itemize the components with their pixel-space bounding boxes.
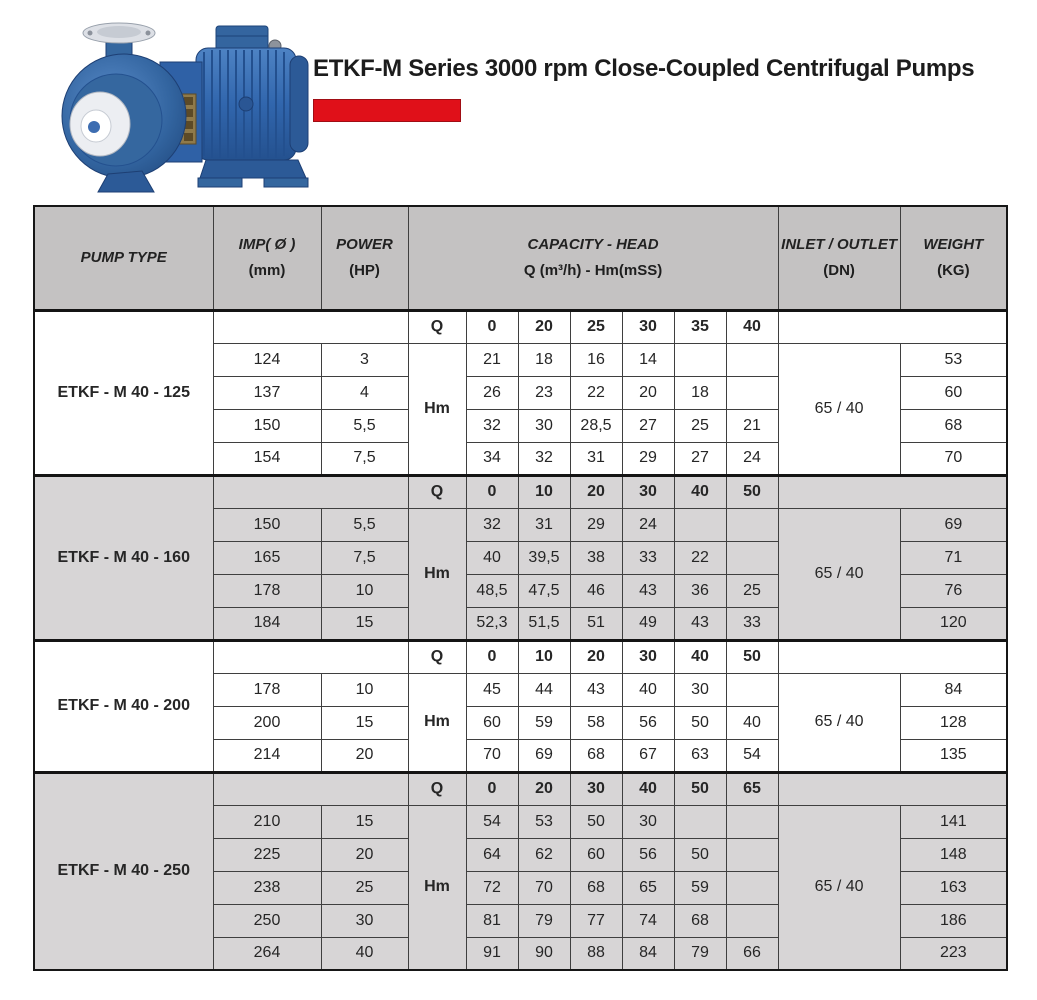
weight-cell: 70: [900, 442, 1007, 475]
head-value-cell: 59: [674, 871, 726, 904]
head-value-cell: 56: [622, 706, 674, 739]
weight-cell: 60: [900, 376, 1007, 409]
head-value-cell: 33: [622, 541, 674, 574]
head-value-cell: 29: [622, 442, 674, 475]
col-header-inlet-outlet: [778, 206, 900, 310]
head-value-cell: 46: [570, 574, 622, 607]
head-value-cell: 64: [466, 838, 518, 871]
q-header-row: [34, 640, 1007, 673]
head-value-cell: 31: [518, 508, 570, 541]
q-flow-value-cell: 40: [674, 475, 726, 508]
q-flow-value-cell: 20: [518, 310, 570, 343]
q-flow-value-cell: 50: [726, 475, 778, 508]
col-header-power-label: POWER: [336, 236, 393, 254]
head-value-cell: [726, 904, 778, 937]
head-value-cell: 44: [518, 673, 570, 706]
power-hp-cell: 10: [321, 673, 408, 706]
q-header-row: [34, 310, 1007, 343]
head-value-cell: 29: [570, 508, 622, 541]
q-flow-value-cell: 40: [622, 772, 674, 805]
q-header-row: [34, 772, 1007, 805]
weight-cell: 69: [900, 508, 1007, 541]
col-header-capacity-head: [408, 206, 778, 310]
head-value-cell: 22: [674, 541, 726, 574]
q-flow-value-cell: 0: [466, 310, 518, 343]
inlet-weight-spacer-cell: [778, 772, 1007, 805]
head-value-cell: 36: [674, 574, 726, 607]
head-value-cell: 20: [622, 376, 674, 409]
head-value-cell: 62: [518, 838, 570, 871]
weight-cell: 76: [900, 574, 1007, 607]
head-value-cell: 50: [570, 805, 622, 838]
head-value-cell: 72: [466, 871, 518, 904]
inlet-outlet-cell: 65 / 40: [778, 343, 900, 475]
head-value-cell: [726, 673, 778, 706]
q-flow-value-cell: 50: [726, 640, 778, 673]
q-flow-value-cell: 30: [622, 310, 674, 343]
power-hp-cell: 4: [321, 376, 408, 409]
col-header-weight-unit: (KG): [937, 262, 970, 280]
head-value-cell: 60: [570, 838, 622, 871]
head-value-cell: 18: [518, 343, 570, 376]
head-value-cell: 50: [674, 838, 726, 871]
q-flow-value-cell: 0: [466, 772, 518, 805]
impeller-diameter-cell: 178: [213, 574, 321, 607]
head-value-cell: 84: [622, 937, 674, 970]
weight-cell: 128: [900, 706, 1007, 739]
head-value-cell: 58: [570, 706, 622, 739]
weight-cell: 223: [900, 937, 1007, 970]
spec-table-container: [33, 205, 1008, 971]
weight-cell: 84: [900, 673, 1007, 706]
head-value-cell: 65: [622, 871, 674, 904]
inlet-outlet-cell: 65 / 40: [778, 508, 900, 640]
head-value-cell: 26: [466, 376, 518, 409]
col-header-weight-label: WEIGHT: [923, 236, 984, 254]
head-value-cell: [674, 508, 726, 541]
head-value-cell: 74: [622, 904, 674, 937]
q-flow-value-cell: 10: [518, 475, 570, 508]
q-label-cell: Q: [408, 640, 466, 673]
hm-label-cell: Hm: [408, 805, 466, 970]
head-value-cell: 53: [518, 805, 570, 838]
hm-label-cell: Hm: [408, 343, 466, 475]
hm-label-cell: Hm: [408, 673, 466, 772]
head-value-cell: 43: [674, 607, 726, 640]
head-value-cell: [726, 343, 778, 376]
power-hp-cell: 5,5: [321, 508, 408, 541]
hm-label-cell: Hm: [408, 508, 466, 640]
pump-type-cell: ETKF - M 40 - 200: [34, 640, 213, 772]
col-header-pump-type: [34, 206, 213, 310]
head-value-cell: 49: [622, 607, 674, 640]
head-value-cell: 52,3: [466, 607, 518, 640]
head-value-cell: 79: [674, 937, 726, 970]
head-value-cell: 69: [518, 739, 570, 772]
q-flow-value-cell: 20: [570, 640, 622, 673]
head-value-cell: 48,5: [466, 574, 518, 607]
inlet-outlet-cell: 65 / 40: [778, 805, 900, 970]
pump-spec-table: [33, 205, 1008, 971]
impeller-diameter-cell: 165: [213, 541, 321, 574]
head-value-cell: 56: [622, 838, 674, 871]
impeller-diameter-cell: 264: [213, 937, 321, 970]
head-value-cell: 54: [466, 805, 518, 838]
q-flow-value-cell: 30: [622, 475, 674, 508]
head-value-cell: 32: [518, 442, 570, 475]
head-value-cell: 32: [466, 508, 518, 541]
head-value-cell: [726, 871, 778, 904]
head-value-cell: 33: [726, 607, 778, 640]
impeller-diameter-cell: 200: [213, 706, 321, 739]
head-value-cell: 18: [674, 376, 726, 409]
head-value-cell: 40: [622, 673, 674, 706]
head-value-cell: 68: [570, 871, 622, 904]
head-value-cell: 88: [570, 937, 622, 970]
pump-type-cell: ETKF - M 40 - 125: [34, 310, 213, 475]
weight-cell: 53: [900, 343, 1007, 376]
col-header-inlet-outlet-label: INLET / OUTLET: [781, 236, 897, 254]
col-header-pump-type-label: PUMP TYPE: [80, 249, 167, 267]
q-flow-value-cell: 0: [466, 640, 518, 673]
weight-cell: 186: [900, 904, 1007, 937]
col-header-power-unit: (HP): [349, 262, 380, 280]
impeller-diameter-cell: 184: [213, 607, 321, 640]
page-title: ETKF-M Series 3000 rpm Close-Coupled Centrifugal Pumps: [313, 55, 975, 82]
col-header-inlet-outlet-unit: (DN): [823, 262, 855, 280]
weight-cell: 68: [900, 409, 1007, 442]
head-value-cell: 23: [518, 376, 570, 409]
weight-cell: 148: [900, 838, 1007, 871]
head-value-cell: 43: [622, 574, 674, 607]
q-flow-value-cell: 0: [466, 475, 518, 508]
q-flow-value-cell: 20: [518, 772, 570, 805]
head-value-cell: 43: [570, 673, 622, 706]
head-value-cell: 30: [622, 805, 674, 838]
head-value-cell: 66: [726, 937, 778, 970]
head-value-cell: 91: [466, 937, 518, 970]
head-value-cell: [726, 541, 778, 574]
head-value-cell: 51,5: [518, 607, 570, 640]
impeller-diameter-cell: 124: [213, 343, 321, 376]
power-hp-cell: 20: [321, 838, 408, 871]
weight-cell: 163: [900, 871, 1007, 904]
impeller-diameter-cell: 154: [213, 442, 321, 475]
head-value-cell: [726, 508, 778, 541]
head-value-cell: 40: [466, 541, 518, 574]
col-header-impeller-label: IMP( Ø ): [238, 236, 296, 254]
head-value-cell: 21: [726, 409, 778, 442]
head-value-cell: 31: [570, 442, 622, 475]
col-header-capacity-unit: Q (m³/h) - Hm(mSS): [523, 262, 663, 280]
head-value-cell: 77: [570, 904, 622, 937]
q-flow-value-cell: 30: [570, 772, 622, 805]
head-value-cell: 34: [466, 442, 518, 475]
table-header-row: [34, 206, 1007, 310]
head-value-cell: 25: [726, 574, 778, 607]
q-flow-value-cell: 40: [674, 640, 726, 673]
power-hp-cell: 15: [321, 607, 408, 640]
col-header-capacity-label: CAPACITY - HEAD: [527, 236, 659, 254]
head-value-cell: 68: [570, 739, 622, 772]
head-value-cell: 70: [466, 739, 518, 772]
power-hp-cell: 25: [321, 871, 408, 904]
q-header-row: [34, 475, 1007, 508]
pump-product-image: [28, 6, 318, 198]
power-hp-cell: 15: [321, 706, 408, 739]
head-value-cell: 45: [466, 673, 518, 706]
head-value-cell: 50: [674, 706, 726, 739]
imp-power-spacer-cell: [213, 475, 408, 508]
imp-power-spacer-cell: [213, 772, 408, 805]
head-value-cell: [674, 805, 726, 838]
q-flow-value-cell: 20: [570, 475, 622, 508]
col-header-impeller: [213, 206, 321, 310]
pump-image: [28, 6, 318, 198]
q-label-cell: Q: [408, 475, 466, 508]
head-value-cell: [726, 838, 778, 871]
impeller-diameter-cell: 150: [213, 508, 321, 541]
inlet-weight-spacer-cell: [778, 475, 1007, 508]
head-value-cell: [726, 805, 778, 838]
power-hp-cell: 10: [321, 574, 408, 607]
pump-type-cell: ETKF - M 40 - 160: [34, 475, 213, 640]
power-hp-cell: 5,5: [321, 409, 408, 442]
q-flow-value-cell: 30: [622, 640, 674, 673]
head-value-cell: [674, 343, 726, 376]
inlet-weight-spacer-cell: [778, 640, 1007, 673]
impeller-diameter-cell: 214: [213, 739, 321, 772]
head-value-cell: 39,5: [518, 541, 570, 574]
q-flow-value-cell: 35: [674, 310, 726, 343]
head-value-cell: 40: [726, 706, 778, 739]
head-value-cell: 27: [674, 442, 726, 475]
masthead: [313, 0, 1037, 200]
weight-cell: 120: [900, 607, 1007, 640]
q-flow-value-cell: 40: [726, 310, 778, 343]
q-flow-value-cell: 10: [518, 640, 570, 673]
head-value-cell: 54: [726, 739, 778, 772]
power-hp-cell: 15: [321, 805, 408, 838]
head-value-cell: 27: [622, 409, 674, 442]
head-value-cell: 24: [726, 442, 778, 475]
head-value-cell: 90: [518, 937, 570, 970]
head-value-cell: 67: [622, 739, 674, 772]
q-flow-value-cell: 50: [674, 772, 726, 805]
impeller-diameter-cell: 210: [213, 805, 321, 838]
power-hp-cell: 7,5: [321, 541, 408, 574]
head-value-cell: 14: [622, 343, 674, 376]
q-label-cell: Q: [408, 772, 466, 805]
q-flow-value-cell: 65: [726, 772, 778, 805]
head-value-cell: 79: [518, 904, 570, 937]
col-header-power: [321, 206, 408, 310]
power-hp-cell: 7,5: [321, 442, 408, 475]
head-value-cell: 81: [466, 904, 518, 937]
impeller-diameter-cell: 150: [213, 409, 321, 442]
head-value-cell: 59: [518, 706, 570, 739]
power-hp-cell: 20: [321, 739, 408, 772]
inlet-outlet-cell: 65 / 40: [778, 673, 900, 772]
imp-power-spacer-cell: [213, 640, 408, 673]
weight-cell: 71: [900, 541, 1007, 574]
head-value-cell: 47,5: [518, 574, 570, 607]
head-value-cell: 22: [570, 376, 622, 409]
head-value-cell: 63: [674, 739, 726, 772]
inlet-weight-spacer-cell: [778, 310, 1007, 343]
col-header-impeller-unit: (mm): [248, 262, 286, 280]
weight-cell: 135: [900, 739, 1007, 772]
head-value-cell: 60: [466, 706, 518, 739]
power-hp-cell: 30: [321, 904, 408, 937]
red-accent-bar: [313, 99, 461, 122]
head-value-cell: 70: [518, 871, 570, 904]
power-hp-cell: 3: [321, 343, 408, 376]
head-value-cell: 30: [518, 409, 570, 442]
imp-power-spacer-cell: [213, 310, 408, 343]
pump-type-cell: ETKF - M 40 - 250: [34, 772, 213, 970]
q-flow-value-cell: 25: [570, 310, 622, 343]
head-value-cell: 68: [674, 904, 726, 937]
impeller-diameter-cell: 250: [213, 904, 321, 937]
head-value-cell: 28,5: [570, 409, 622, 442]
impeller-diameter-cell: 225: [213, 838, 321, 871]
weight-cell: 141: [900, 805, 1007, 838]
impeller-diameter-cell: 137: [213, 376, 321, 409]
head-value-cell: 24: [622, 508, 674, 541]
col-header-weight: [900, 206, 1007, 310]
impeller-diameter-cell: 178: [213, 673, 321, 706]
power-hp-cell: 40: [321, 937, 408, 970]
spec-table-body: [34, 310, 1007, 970]
head-value-cell: 38: [570, 541, 622, 574]
head-value-cell: [726, 376, 778, 409]
impeller-diameter-cell: 238: [213, 871, 321, 904]
head-value-cell: 16: [570, 343, 622, 376]
head-value-cell: 25: [674, 409, 726, 442]
head-value-cell: 32: [466, 409, 518, 442]
head-value-cell: 51: [570, 607, 622, 640]
head-value-cell: 30: [674, 673, 726, 706]
head-value-cell: 21: [466, 343, 518, 376]
q-label-cell: Q: [408, 310, 466, 343]
